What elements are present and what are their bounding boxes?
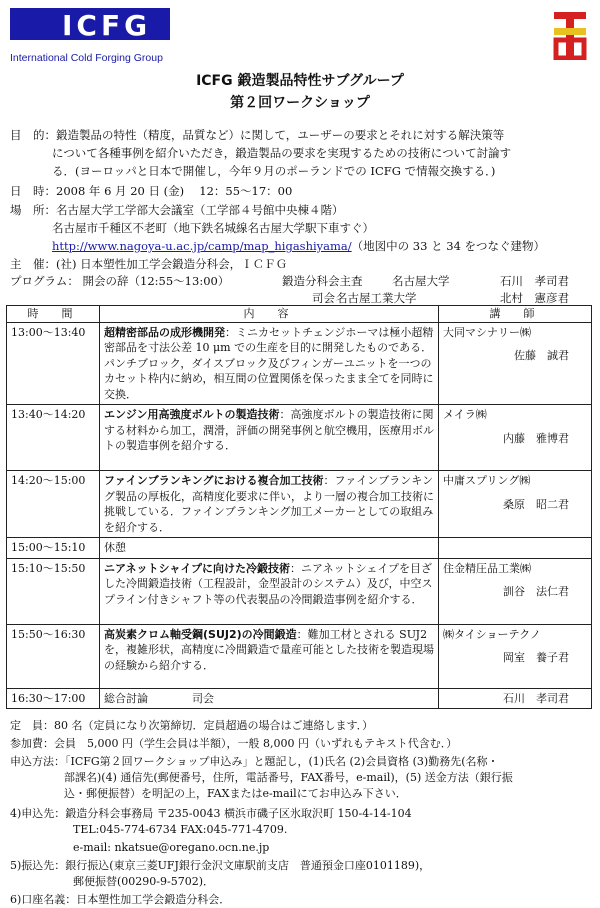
row-desc: ：高強度ボルトの製造技術に関する材料から加工，潤滑，評価の開発事例と航空機用，医療用ボルトの製造事例を紹介する．: [104, 408, 434, 452]
row-topic: ニアネットシャイプに向けた冷鍛技術: [104, 561, 291, 575]
chair-name: 石川 孝司君: [500, 274, 569, 288]
logo-subtitle: International Cold Forging Group: [10, 52, 163, 64]
purpose-line-2: について各種事例を紹介いただき，鍛造製品の要求を実現するための技術について討論す: [52, 146, 512, 160]
lecturer-name: 石川 孝司君: [503, 691, 569, 705]
venue-row: [10, 202, 344, 218]
header-content: 内 容: [100, 306, 439, 323]
row-time: 16:30～17:00: [7, 688, 100, 709]
apply-line-3: 込・郵便振替）を明記の上，FAXまたはe-mailにてお申込み下さい．: [64, 787, 407, 800]
venue-line-2: 名古屋市千種区不老町（地下鉄名城線名古屋大学駅下車すぐ）: [52, 221, 374, 235]
row-time: 14:20～15:00: [7, 471, 100, 538]
mc-role: 司会: [312, 291, 335, 305]
host-label: 主 催：: [10, 257, 56, 271]
row-content: [100, 624, 439, 688]
row-lecturer: [439, 405, 592, 471]
table-row: [7, 322, 592, 405]
row-content: [100, 405, 439, 471]
row-desc: ：難加工材とされる SUJ2 を，複雑形状，高精度に冷間鍛造で量産可能とした技術を製造現場の経験から紹介する．: [104, 627, 434, 672]
lecturer-company: 中庸スプリング㈱: [443, 474, 531, 487]
row-lecturer: [439, 558, 592, 624]
bank-line-2: 郵便振替(00290-9-5702)．: [73, 875, 215, 888]
page-subtitle: 第２回ワークショップ: [230, 95, 370, 111]
header-lecturer: 講 師: [439, 306, 592, 323]
bank-line-1: 5)振込先：銀行振込(東京三菱UFJ銀行金沢文庫駅前支店 普通預金口座0101189)，: [10, 859, 431, 872]
row-desc: 総合討論 司会: [104, 691, 214, 705]
purpose-line-1: 目 的：鍛造製品の特性（精度，品質など）に関して，ユーザーの要求とそれに対する解決策等: [10, 128, 505, 142]
host-value: (社) 日本塑性加工学会鍛造分科会，ＩＣＦＧ: [56, 257, 288, 271]
table-row: [7, 688, 592, 709]
map-link[interactable]: http://www.nagoya-u.ac.jp/camp/map_higashiyama/: [52, 239, 352, 253]
lecturer-company: 住金精圧品工業㈱: [443, 561, 531, 575]
date-row: [10, 183, 292, 199]
row-desc: ：ミニカセットチェンジホーマは極小超精密部品を寸法公差 10 μm での生産を目的に開発したものである．パンチブロック，ダイスブロック及びフィンガーユニットを一つのカセット枠内に納め，相互間の位置関係を保ったまま全てを同時に交換．: [104, 325, 434, 401]
logo-text: ICFG: [62, 9, 152, 42]
row-topic: ファインブランキングにおける複合加工技術: [104, 474, 324, 487]
row-topic: エンジン用高強度ボルトの製造技術: [104, 408, 280, 421]
host-row: [10, 256, 287, 272]
capacity-text: 定 員：80 名（定員になり次第締切．定員超過の場合はご連絡します．）: [10, 719, 374, 732]
lecturer-name: 内藤 雅博君: [503, 431, 569, 445]
chair-role: 鍛造分科会主査: [282, 274, 363, 288]
icfg-logo: [10, 8, 190, 66]
destination-line-2: TEL:045-774-6734 FAX:045-771-4709.: [73, 823, 288, 836]
row-lecturer: [439, 538, 592, 559]
lecturer-company: ㈱タイショーテクノ: [443, 627, 541, 641]
row-desc: ：ファインブランキング製品の厚板化，高精度化要求に伴い，より一層の複合加工技術に挑戦している．ファインブランキング加工メーカーとしての取組みを紹介する．: [104, 474, 434, 534]
page-title: ICFG 鍛造製品特性サブグループ: [196, 73, 404, 89]
header-time: 時 間: [7, 306, 100, 323]
apply-line-1: 申込方法：「ICFG第２回ワークショップ申込み」と題記し，(1)氏名 (2)会員資格 (3)勤務先(名称・: [10, 755, 499, 768]
row-lecturer: [439, 322, 592, 405]
date-value: 2008 年 6 月 20 日 (金) 12：55～17：00: [56, 184, 293, 198]
row-topic: 超精密部品の成形機開発: [104, 325, 225, 339]
venue-label: 場 所：: [10, 203, 56, 217]
program-row: [10, 273, 229, 289]
row-topic: 高炭素クロム軸受鋼(SUJ2)の冷間鍛造: [104, 627, 297, 641]
venue-map-row: [52, 238, 545, 254]
row-content: [100, 471, 439, 538]
mc-name: 北村 憲彦君: [500, 291, 569, 305]
program-label: プログラム：: [10, 274, 79, 288]
fee-text: 参加費：会員 5,000 円（学生会員は半額），一般 8,000 円（いずれもテキスト代含む．）: [10, 737, 458, 750]
lecturer-name: 訓谷 法仁君: [503, 585, 569, 598]
destination-email[interactable]: e-mail: nkatsue@oregano.ocn.ne.jp: [73, 841, 270, 854]
row-content: [100, 558, 439, 624]
row-time: 15:00～15:10: [7, 538, 100, 559]
row-time: 13:40～14:20: [7, 405, 100, 471]
row-lecturer: [439, 471, 592, 538]
destination-line-1: 4)申込先：鍛造分科会事務局 〒235-0043 横浜市磯子区氷取沢町 150-4-14-104: [10, 807, 412, 820]
row-desc: ：ニアネットシェイプを目ざした冷間鍛造技術（工程設計，金型設計のシステム）及び，中空スプライン付きシャフト等の代表製品の冷間鍛造事例を紹介する．: [104, 561, 433, 606]
mc-org: 名古屋工業大学: [336, 291, 417, 305]
lecturer-name: 佐藤 誠君: [514, 349, 569, 362]
program-table: [6, 305, 592, 709]
table-row: [7, 624, 592, 688]
program-opening: 開会の辞（12:55～13:00）: [82, 274, 230, 288]
lecturer-company: 大同マシナリー㈱: [443, 325, 531, 339]
row-content: [100, 688, 439, 709]
row-time: 15:10～15:50: [7, 558, 100, 624]
account-name: 6)口座名義：日本塑性加工学会鍛造分科会．: [10, 893, 231, 906]
row-lecturer: [439, 688, 592, 709]
apply-line-2: 部課名)(4) 通信先(郵便番号，住所，電話番号，FAX番号，e-mail)，(5) 送金方法（銀行振: [64, 771, 513, 784]
table-header: [7, 306, 592, 323]
row-content: [100, 538, 439, 559]
lecturer-company: メイラ㈱: [443, 408, 487, 421]
lecturer-name: 桑原 昭二君: [503, 497, 569, 511]
purpose-label: 目 的：: [10, 128, 56, 142]
venue-line-1: 名古屋大学工学部大会議室（工学部４号館中央棟４階）: [56, 203, 344, 217]
row-time: 15:50～16:30: [7, 624, 100, 688]
society-mark-icon: [552, 10, 588, 60]
table-row: [7, 538, 592, 559]
map-note: （地図中の 33 と 34 をつなぐ建物）: [351, 239, 546, 253]
table-row: [7, 405, 592, 471]
row-lecturer: [439, 624, 592, 688]
row-time: 13:00～13:40: [7, 322, 100, 405]
row-content: [100, 322, 439, 405]
lecturer-name: 岡室 養子君: [503, 651, 569, 664]
row-desc: 休憩: [104, 541, 126, 554]
table-row: [7, 471, 592, 538]
table-row: [7, 558, 592, 624]
purpose-line-3: る．(ヨーロッパと日本で開催し，今年９月のポーランドでの ICFG で情報交換する．): [52, 164, 496, 178]
chair-org: 名古屋大学: [392, 274, 450, 288]
date-label: 日 時：: [10, 184, 56, 198]
